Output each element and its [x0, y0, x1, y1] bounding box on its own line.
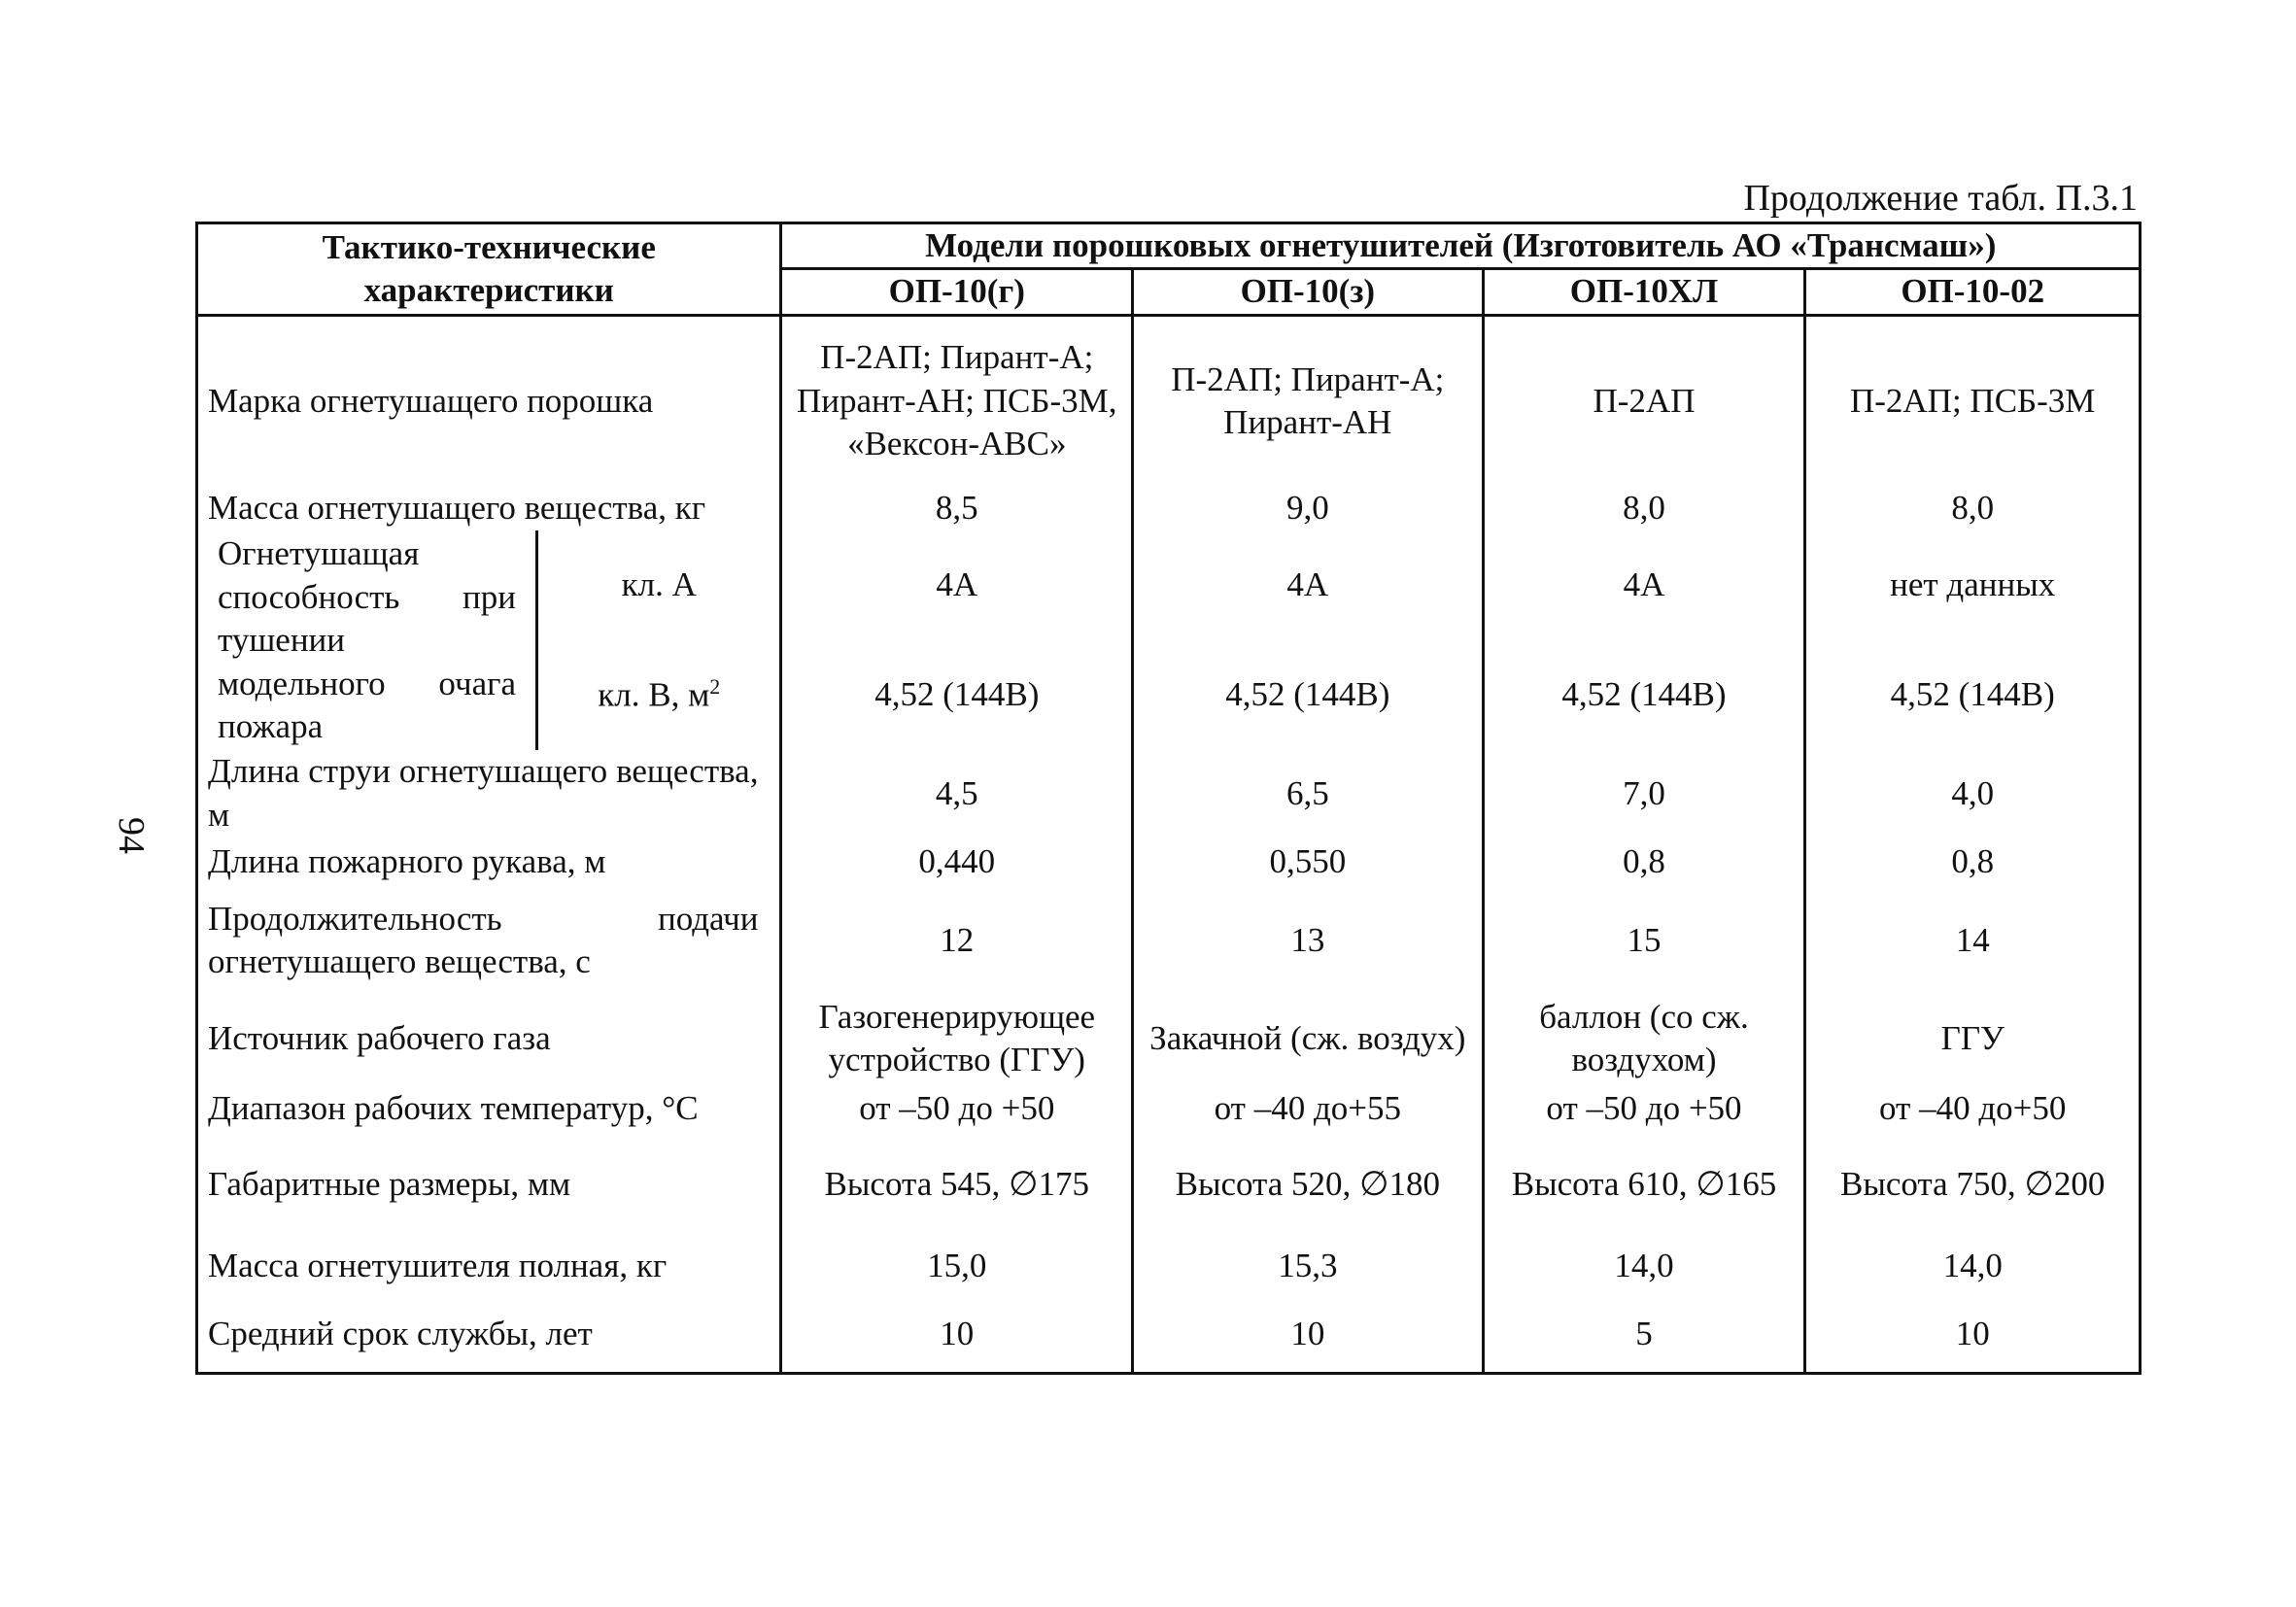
capability-label-cell: [197, 530, 781, 750]
cell-value: 0,8: [1483, 837, 1805, 887]
cell-value: 10: [1805, 1297, 2141, 1373]
header-model-2: ОП-10(з): [1133, 269, 1484, 315]
cell-value: 8,0: [1805, 486, 2141, 530]
cell-value: П-2АП; Пирант-А; Пирант-АН: [1133, 315, 1484, 486]
cell-value: 15,3: [1133, 1235, 1484, 1297]
cell-value: 0,8: [1805, 837, 2141, 887]
header-model-3: ОП-10ХЛ: [1483, 269, 1805, 315]
cell-value: 14,0: [1483, 1235, 1805, 1297]
cell-value: 10: [781, 1297, 1133, 1373]
cell-value: ГГУ: [1805, 994, 2141, 1083]
class-b-label: кл. В, $м^2$: [598, 674, 721, 714]
table-row: [197, 1297, 2141, 1373]
cell-value: 4,52 (144В): [781, 639, 1133, 750]
cell-value: Высота 750, ∅200: [1805, 1134, 2141, 1235]
cell-value: 8,0: [1483, 486, 1805, 530]
row-label: Средний срок службы, лет: [197, 1297, 781, 1373]
row-label: Источник рабочего газа: [197, 994, 781, 1083]
cell-value: 15: [1483, 887, 1805, 994]
header-model-1: ОП-10(г): [781, 269, 1133, 315]
cell-value: баллон (со сж. воздухом): [1483, 994, 1805, 1083]
cell-value: 9,0: [1133, 486, 1484, 530]
class-a-label: кл. А: [621, 565, 697, 604]
table-row: [197, 530, 2141, 639]
cell-value: 8,5: [781, 486, 1133, 530]
table-caption: Продолжение табл. П.3.1: [1743, 178, 2138, 219]
cell-value: 5: [1483, 1297, 1805, 1373]
cell-value: 6,5: [1133, 750, 1484, 837]
cell-value: Закачной (сж. воздух): [1133, 994, 1484, 1083]
cell-value: 4,52 (144В): [1133, 639, 1484, 750]
cell-value: Высота 610, ∅165: [1483, 1134, 1805, 1235]
row-label: Масса огнетушащего вещества, кг: [197, 486, 781, 530]
cell-value: от –40 до+50: [1805, 1083, 2141, 1134]
cell-value: 10: [1133, 1297, 1484, 1373]
table-row: [197, 994, 2141, 1083]
row-label: Масса огнетушителя полная, кг: [197, 1235, 781, 1297]
cell-value: 12: [781, 887, 1133, 994]
cell-value: П-2АП; Пирант-А; Пирант-АН; ПСБ-3М, «Вексон-АВС»: [781, 315, 1133, 486]
cell-value: от –40 до+55: [1133, 1083, 1484, 1134]
class-labels: [538, 530, 779, 750]
table-row: [197, 486, 2141, 530]
table-row: [197, 1235, 2141, 1297]
cell-value: П-2АП: [1483, 315, 1805, 486]
header-model-4: ОП-10-02: [1805, 269, 2141, 315]
cell-value: 4А: [1483, 530, 1805, 639]
cell-value: 13: [1133, 887, 1484, 994]
row-label: Диапазон рабочих температур, °С: [197, 1083, 781, 1134]
cell-value: 4,5: [781, 750, 1133, 837]
cell-value: от –50 до +50: [1483, 1083, 1805, 1134]
cell-value: Высота 520, ∅180: [1133, 1134, 1484, 1235]
table-row: [197, 887, 2141, 994]
cell-value: 4,0: [1805, 750, 2141, 837]
cell-value: 0,550: [1133, 837, 1484, 887]
row-label: Продолжительность подачи огнетушащего вещества, с: [197, 887, 781, 994]
cell-value: от –50 до +50: [781, 1083, 1133, 1134]
table-row: [197, 750, 2141, 837]
row-label: Длина струи огнетушащего вещества, м: [197, 750, 781, 837]
cell-value: Высота 545, ∅175: [781, 1134, 1133, 1235]
cell-value: 7,0: [1483, 750, 1805, 837]
row-label: Длина пожарного рукава, м: [197, 837, 781, 887]
table-row: [197, 315, 2141, 486]
cell-value: 14: [1805, 887, 2141, 994]
cell-value: 4А: [781, 530, 1133, 639]
table-row: [197, 837, 2141, 887]
cell-value: 0,440: [781, 837, 1133, 887]
table-row: [197, 1134, 2141, 1235]
cell-value: 4,52 (144В): [1805, 639, 2141, 750]
cell-value: 14,0: [1805, 1235, 2141, 1297]
header-characteristics: Тактико-технические характеристики: [197, 223, 781, 316]
cell-value: 15,0: [781, 1235, 1133, 1297]
cell-value: 4,52 (144В): [1483, 639, 1805, 750]
page-number: 94: [111, 817, 152, 854]
row-label: Габаритные размеры, мм: [197, 1134, 781, 1235]
cell-value: 4А: [1133, 530, 1484, 639]
row-label: Огнетушащая способность при тушении модельного очага пожара: [198, 530, 538, 750]
table-row: [197, 1083, 2141, 1134]
header-model-group: Модели порошковых огнетушителей (Изготовитель АО «Трансмаш»): [781, 223, 2141, 269]
cell-value: П-2АП; ПСБ-3М: [1805, 315, 2141, 486]
cell-value: нет данных: [1805, 530, 2141, 639]
row-label: Марка огнетушащего порошка: [197, 315, 781, 486]
cell-value: Газогенерирующее устройство (ГГУ): [781, 994, 1133, 1083]
specifications-table: [195, 222, 2142, 1375]
